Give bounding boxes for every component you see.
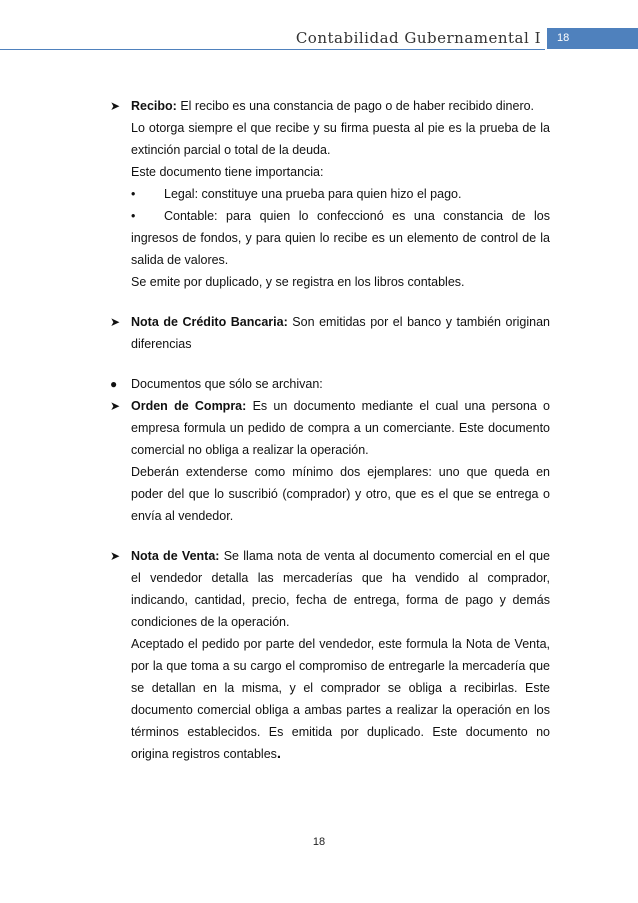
orden-compra-p1: Deberán extenderse como mínimo dos ejemplares: uno que queda en poder del que lo suscribió (comprador) y otro, que es el que se entrega o envía al vendedor.: [131, 465, 550, 523]
nota-venta-item: [110, 545, 550, 765]
header-title: Contabilidad Gubernamental I: [295, 29, 541, 47]
bullet-dot-icon: •: [131, 187, 136, 201]
recibo-p2: Este documento tiene importancia:: [131, 165, 324, 179]
nota-venta-p1-text: Aceptado el pedido por parte del vendedor, este formula la Nota de Venta, por la que toma a su cargo el compromiso de entregarle la mercadería que se detallan en la misma, y el comprador se obliga a recibirlas. Este documento comercial obliga a ambas partes a realizar la operación en los términos establecidos. Es emitida por duplicado. Este documento no origina registros contables: [131, 637, 550, 761]
orden-compra-term: Orden de Compra:: [131, 399, 247, 413]
recibo-bullet-contable: [131, 205, 550, 271]
arrow-bullet-icon: ➤: [110, 99, 121, 113]
archivan-item: [110, 373, 550, 395]
nota-credito-term: Nota de Crédito Bancaria:: [131, 315, 288, 329]
nota-credito-item: [110, 311, 550, 355]
recibo-text: El recibo es una constancia de pago o de haber recibido dinero.: [176, 99, 535, 113]
arrow-bullet-icon: ➤: [110, 549, 121, 563]
recibo-bullet-legal: [131, 183, 550, 205]
page-badge: 18: [547, 28, 638, 49]
recibo-bullet2-text: Contable: para quien lo confeccionó es una constancia de los ingresos de fondos, y para quien lo recibe es un elemento de control de la salida de valores.: [131, 209, 550, 267]
bullet-dot-icon: •: [131, 209, 136, 223]
orden-compra-text: Es un documento mediante el cual una persona o empresa formula un pedido de compra a un comerciante. Este documento comercial no obliga a realizar la operación.: [131, 399, 550, 457]
archivan-text: Documentos que sólo se archivan:: [131, 377, 323, 391]
recibo-item: [110, 95, 550, 293]
document-body: [110, 95, 550, 765]
orden-compra-item: [110, 395, 550, 527]
nota-venta-text: Se llama nota de venta al documento comercial en el que el vendedor detalla las mercaderías que ha vendido al comprador, indicando, cantidad, precio, fecha de entrega, forma de pago y demás condiciones de la operación.: [131, 549, 550, 629]
recibo-bullet1-text: Legal: constituye una prueba para quien hizo el pago.: [164, 187, 462, 201]
arrow-bullet-icon: ➤: [110, 399, 121, 413]
header-rule: [0, 49, 545, 50]
footer-page-number: 18: [312, 836, 326, 848]
nota-credito-text: Son emitidas por el banco y también originan diferencias: [131, 315, 550, 351]
recibo-p1: Lo otorga siempre el que recibe y su firma puesta al pie es la prueba de la extinción parcial o total de la deuda.: [131, 121, 550, 157]
recibo-term: Recibo:: [131, 99, 177, 113]
nota-venta-p1: [131, 633, 550, 765]
recibo-p3: Se emite por duplicado, y se registra en los libros contables.: [131, 275, 465, 289]
nota-venta-term: Nota de Venta:: [131, 549, 220, 563]
arrow-bullet-icon: ➤: [110, 315, 121, 329]
round-bullet-icon: ●: [110, 377, 118, 391]
nota-venta-p1-end: .: [276, 745, 282, 762]
